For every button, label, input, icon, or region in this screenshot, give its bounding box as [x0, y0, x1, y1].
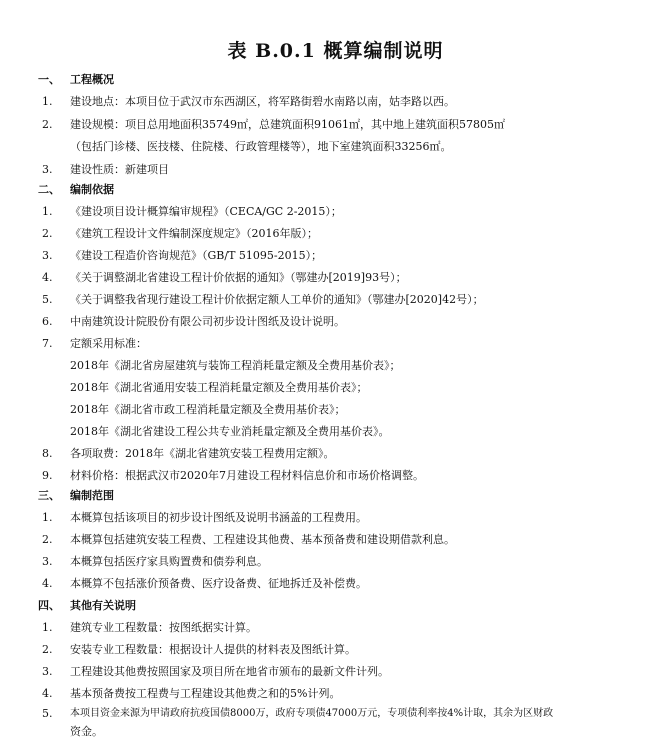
item-text: 2018年《湖北省市政工程消耗量定额及全费用基价表》；	[70, 403, 346, 416]
item-number: 2.	[42, 533, 53, 546]
item-number: 9.	[42, 469, 53, 482]
item-number: 1.	[42, 511, 53, 524]
section-heading: 编制依据	[70, 183, 114, 196]
item-number: 3.	[42, 249, 53, 262]
item-number: 4.	[42, 271, 53, 284]
item-text: 安装专业工程数量：根据设计人提供的材料表及图纸计算。	[70, 643, 356, 656]
item-number: 2.	[42, 227, 53, 240]
item-number: 5.	[42, 707, 53, 720]
item-text: 2018年《湖北省建设工程公共专业消耗量定额及全费用基价表》。	[70, 425, 390, 438]
item-text: 本概算包括该项目的初步设计图纸及说明书涵盖的工程费用。	[70, 511, 367, 524]
item-number: 1.	[42, 621, 53, 634]
item-number: 2.	[42, 643, 53, 656]
item-text: 《关于调整湖北省建设工程计价依据的通知》（鄂建办[2019]93号）；	[70, 271, 407, 284]
item-number: 4.	[42, 687, 53, 700]
item-number: 7.	[42, 337, 53, 350]
item-number: 5.	[42, 293, 53, 306]
item-number: 8.	[42, 447, 53, 460]
section-number: 一、	[38, 73, 60, 86]
item-text: 《建设工程造价咨询规范》（GB/T 51095-2015）；	[70, 249, 323, 262]
item-text: 建设性质：新建项目	[70, 163, 169, 176]
section-number: 四、	[38, 599, 60, 612]
item-number: 4.	[42, 577, 53, 590]
item-text: 2018年《湖北省通用安装工程消耗量定额及全费用基价表》；	[70, 381, 368, 394]
item-text: 资金。	[70, 725, 103, 738]
item-text: 本概算包括建筑安装工程费、工程建设其他费、基本预备费和建设期借款利息。	[70, 533, 455, 546]
item-text: 基本预备费按工程费与工程建设其他费之和的5%计列。	[70, 687, 341, 700]
section-heading: 工程概况	[70, 73, 114, 86]
item-text: 《关于调整我省现行建设工程计价依据定额人工单价的通知》（鄂建办[2020]42号）；	[70, 293, 484, 306]
item-text: 《建筑工程设计文件编制深度规定》（2016年版）；	[70, 227, 318, 240]
item-number: 1.	[42, 205, 53, 218]
item-number: 3.	[42, 665, 53, 678]
item-number: 3.	[42, 555, 53, 568]
section-heading: 其他有关说明	[70, 599, 136, 612]
item-text: 定额采用标准：	[70, 337, 147, 350]
item-text: 材料价格：根据武汉市2020年7月建设工程材料信息价和市场价格调整。	[70, 469, 424, 482]
item-text: 《建设项目设计概算编审规程》（CECA/GC 2-2015）；	[70, 205, 342, 218]
item-number: 2.	[42, 118, 53, 131]
item-number: 1.	[42, 95, 53, 108]
item-text: 建设规模：项目总用地面积35749㎡，总建筑面积91061㎡，其中地上建筑面积57805㎡	[70, 118, 505, 131]
section-heading: 编制范围	[70, 489, 114, 502]
item-text: 建设地点：本项目位于武汉市东西湖区，将军路街碧水南路以南，姑李路以西。	[70, 95, 455, 108]
item-text: 工程建设其他费按照国家及项目所在地省市颁布的最新文件计列。	[70, 665, 389, 678]
item-text: 2018年《湖北省房屋建筑与装饰工程消耗量定额及全费用基价表》；	[70, 359, 401, 372]
item-number: 3.	[42, 163, 53, 176]
section-number: 二、	[38, 183, 60, 196]
item-text: 本项目资金来源为甲请政府抗疫国债8000万，政府专项债47000万元，专项债利率按4%计取，其余为区财政	[70, 708, 554, 719]
document-title: 表 B.0.1 概算编制说明	[227, 40, 444, 62]
item-text: 本概算包括医疗家具购置费和债券利息。	[70, 555, 268, 568]
item-number: 6.	[42, 315, 53, 328]
section-number: 三、	[38, 489, 60, 502]
item-text: （包括门诊楼、医技楼、住院楼、行政管理楼等），地下室建筑面积33256㎡。	[70, 140, 452, 153]
item-text: 建筑专业工程数量：按图纸据实计算。	[70, 621, 257, 634]
item-text: 中南建筑设计院股份有限公司初步设计图纸及设计说明。	[70, 315, 345, 328]
item-text: 本概算不包括涨价预备费、医疗设备费、征地拆迁及补偿费。	[70, 577, 367, 590]
item-text: 各项取费：2018年《湖北省建筑安装工程费用定额》。	[70, 447, 335, 460]
